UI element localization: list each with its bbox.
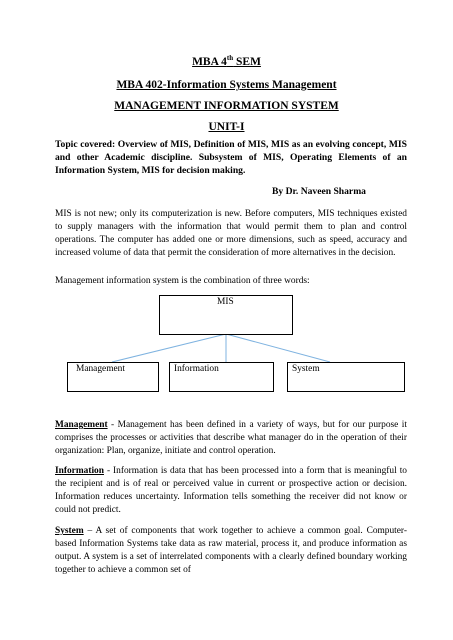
information-box-label: Information: [174, 364, 219, 374]
unit-heading: UNIT-I: [208, 121, 245, 133]
term-management: Management: [55, 420, 108, 430]
intro-paragraph: MIS is not new; only its computerization is new. Before computers, MIS techniques existed to supply managers with the information that would permit them to plan and control operations. The computer has added one or more dimensions, such as speed, accuracy and increased volume of data that permit the consideration of more alternatives in the decision.: [55, 209, 407, 258]
combination-sentence: Management information system is the combination of three words:: [55, 276, 310, 286]
course-semester-heading: MBA 4th SEM: [192, 54, 261, 68]
term-information: Information: [55, 466, 104, 476]
topics-covered: Topic covered: Overview of MIS, Definition of MIS, MIS as an evolving concept, MIS and other Academic discipline. Subsystem of MIS, Operating Elements of an Information System, MIS for decision making.: [55, 139, 407, 176]
system-box-label: System: [292, 364, 320, 374]
term-system: System: [55, 526, 84, 536]
author-line: By Dr. Naveen Sharma: [272, 186, 366, 197]
information-box: [169, 362, 274, 392]
connector-management: [112, 334, 226, 362]
management-box: [67, 362, 159, 392]
mis-box-label: MIS: [217, 297, 234, 307]
definition-system: System – A set of components that work together to achieve a common goal. Computer-based Information Systems take data as raw material, process it, and produce information as output. A system is a set of interrelated components with a clearly defined boundary working together to achieve a common set of: [55, 526, 407, 575]
system-box: [287, 362, 405, 392]
management-box-label: Management: [76, 364, 125, 374]
mis-box: [159, 295, 293, 335]
course-title-heading: MBA 402-Information Systems Management: [116, 79, 337, 91]
connector-system: [226, 334, 330, 362]
definition-information: Information - Information is data that has been processed into a form that is meaningful to the recipient and is of real or perceived value in current or prospective action or decision. Information reduces uncertainty. Information tells something the receiver did not know or could not predict.: [55, 466, 407, 515]
document-title-heading: MANAGEMENT INFORMATION SYSTEM: [114, 100, 339, 112]
definition-management: Management - Management has been defined in a variety of ways, but for our purpose it comprises the processes or activities that describe what manager do in the operation of their organization: Plan, organize, initiate and control operation.: [55, 420, 407, 456]
